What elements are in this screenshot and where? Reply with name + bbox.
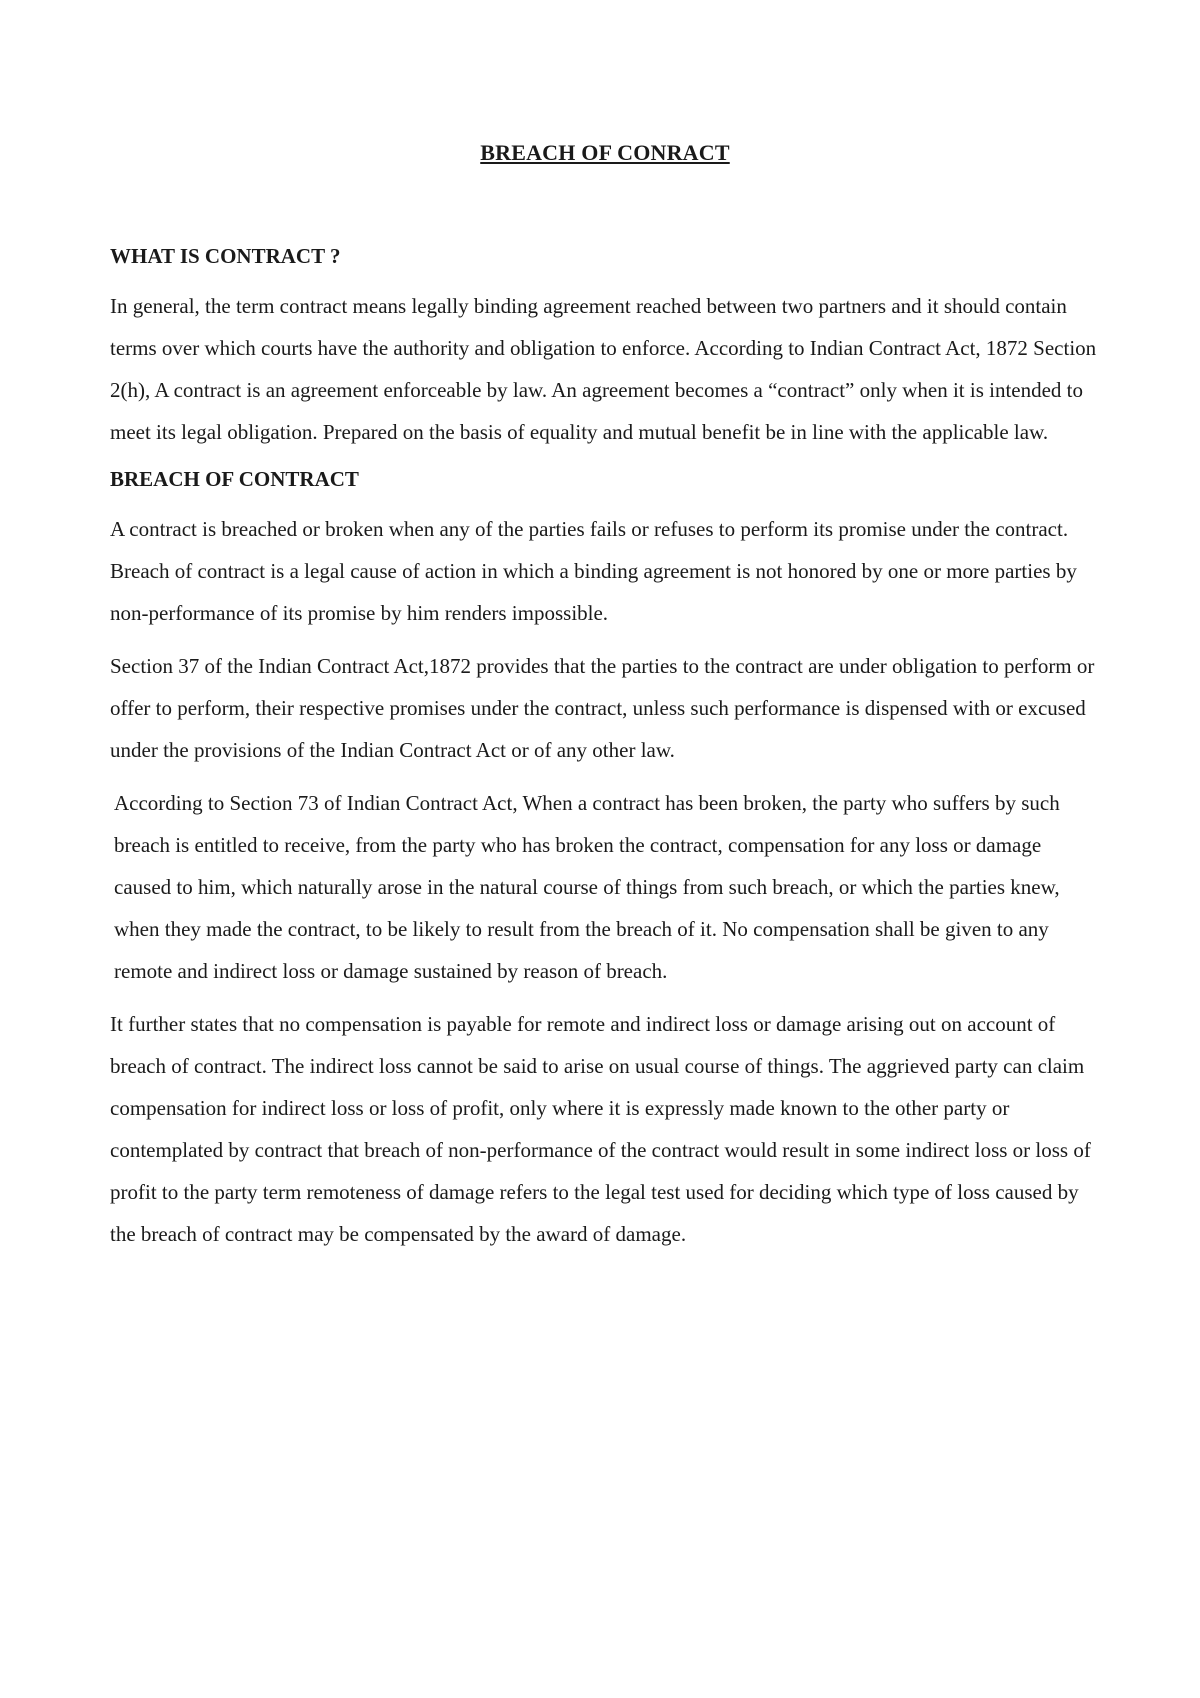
paragraph-section-37: Section 37 of the Indian Contract Act,1872 provides that the parties to the contract are under obligation to perform or offer to perform, their respective promises under the contract, unless such performance is dispensed with or excused under the provisions of the Indian Contract Act or of any other law.: [110, 654, 1095, 762]
paragraph-breach-definition: A contract is breached or broken when any of the parties fails or refuses to perform its promise under the contract. Breach of contract is a legal cause of action in which a binding agreement is not honored by one or more parties by non-performance of its promise by him renders impossible.: [110, 517, 1077, 625]
document-page: [110, 140, 1100, 1266]
section-heading-breach-of-contract: BREACH OF CONTRACT: [110, 467, 359, 491]
paragraph-contract-definition: In general, the term contract means legally binding agreement reached between two partners and it should contain terms over which courts have the authority and obligation to enforce. According to Indian Contract Act, 1872 Section 2(h), A contract is an agreement enforceable by law. An agreement becomes a “contract” only when it is intended to meet its legal obligation. Prepared on the basis of equality and mutual benefit be in line with the applicable law.: [110, 294, 1097, 444]
document-title: BREACH OF CONRACT: [480, 140, 730, 165]
section-heading-what-is-contract: WHAT IS CONTRACT ?: [110, 244, 341, 268]
paragraph-section-73: According to Section 73 of Indian Contract Act, When a contract has been broken, the party who suffers by such breach is entitled to receive, from the party who has broken the contract, compensation for any loss or damage caused to him, which naturally arose in the natural course of things from such breach, or which the parties knew, when they made the contract, to be likely to result from the breach of it. No compensation shall be given to any remote and indirect loss or damage sustained by reason of breach.: [114, 791, 1060, 983]
paragraph-remote-loss: It further states that no compensation is payable for remote and indirect loss or damage arising out on account of breach of contract. The indirect loss cannot be said to arise on usual course of things. The aggrieved party can claim compensation for indirect loss or loss of profit, only where it is expressly made known to the other party or contemplated by contract that breach of non-performance of the contract would result in some indirect loss or loss of profit to the party term remoteness of damage refers to the legal test used for deciding which type of loss caused by the breach of contract may be compensated by the award of damage.: [110, 1012, 1091, 1246]
